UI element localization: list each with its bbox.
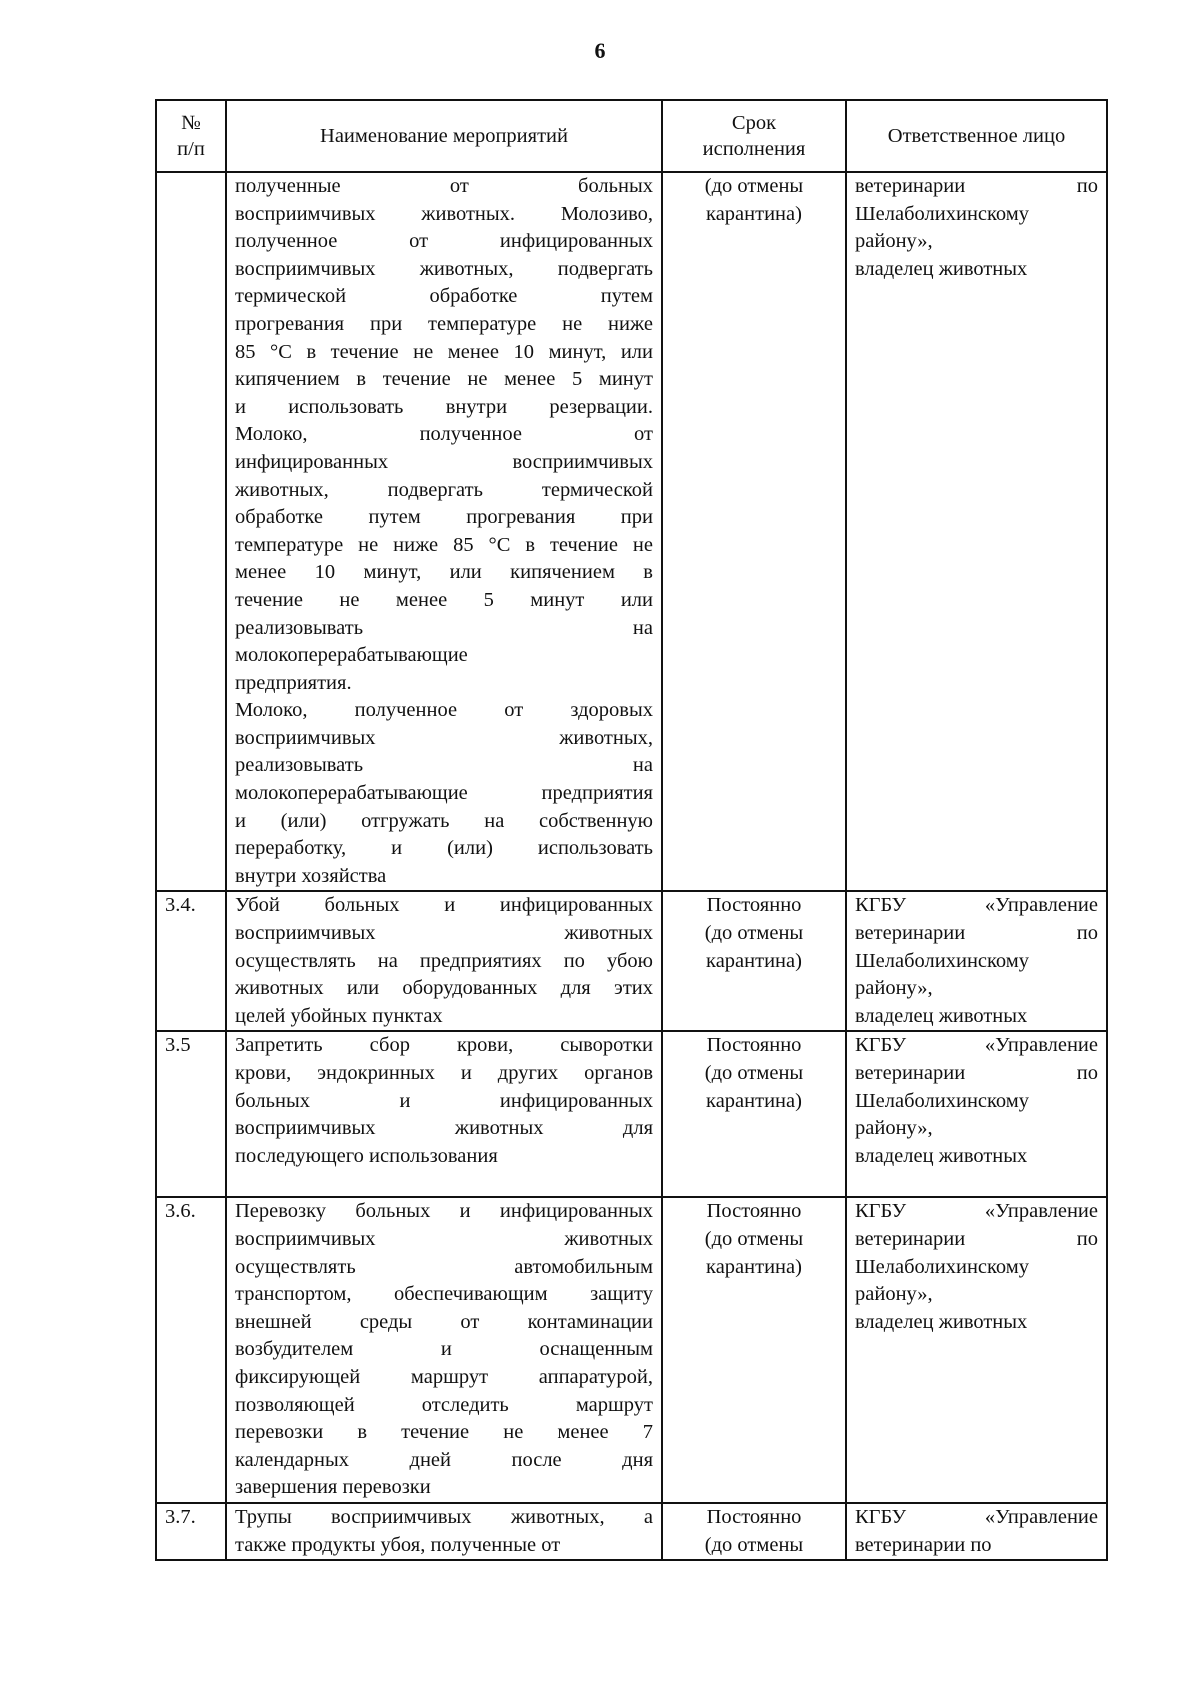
deadline-text-line: карантина) bbox=[706, 949, 802, 972]
cell-responsible bbox=[846, 172, 1107, 891]
measure-text-line: восприимчивых животных, bbox=[235, 726, 653, 749]
cell-responsible bbox=[846, 891, 1107, 1031]
measure-text-line: и использовать внутри резервации. bbox=[235, 395, 653, 418]
responsible-text-line: району», bbox=[855, 977, 933, 1000]
measure-text-line: прогревания при температуре не ниже bbox=[235, 312, 653, 335]
table-row bbox=[156, 1197, 1107, 1503]
cell-measure-name bbox=[226, 1503, 662, 1560]
measure-text-line: внутри хозяйства bbox=[235, 864, 387, 887]
deadline-text-line: (до отмены bbox=[704, 922, 804, 945]
cell-responsible bbox=[846, 1197, 1107, 1503]
cell-deadline bbox=[662, 172, 846, 891]
measure-text-line: реализовывать на bbox=[235, 616, 653, 639]
cell-responsible bbox=[846, 1031, 1107, 1197]
page-number: 6 bbox=[594, 38, 606, 63]
responsible-text-line: Шелаболихинскому bbox=[855, 949, 1030, 972]
header-deadline-label: Срок исполнения bbox=[702, 112, 806, 160]
measure-text-line: больных и инфицированных bbox=[235, 1089, 653, 1112]
deadline-text-line: Постоянно bbox=[706, 1034, 802, 1057]
measure-text-line: обработке путем прогревания при bbox=[235, 506, 653, 529]
cell-measure-name bbox=[226, 891, 662, 1031]
measure-text-line: инфицированных восприимчивых bbox=[235, 450, 653, 473]
responsible-text-line: району», bbox=[855, 230, 933, 253]
measure-text-line: молокоперерабатывающие предприятия bbox=[235, 782, 653, 805]
measure-text-line: переработку, и (или) использовать bbox=[235, 837, 653, 860]
measure-text-line: восприимчивых животных bbox=[235, 1228, 653, 1250]
cell-number: 3.7. bbox=[156, 1503, 226, 1560]
responsible-text-line: владелец животных bbox=[855, 257, 1028, 280]
measure-text-line: целей убойных пунктах bbox=[235, 1004, 443, 1027]
header-responsible bbox=[846, 100, 1107, 172]
responsible-text-line: ветеринарии по bbox=[855, 1533, 992, 1556]
measure-text-line: завершения перевозки bbox=[235, 1476, 431, 1499]
measure-text-line: Убой больных и инфицированных bbox=[235, 894, 653, 917]
deadline-text-line: (до отмены bbox=[704, 1228, 804, 1250]
measure-text-line: 85 °С в течение не менее 10 минут, или bbox=[235, 340, 653, 363]
responsible-text-line: Шелаболихинскому bbox=[855, 202, 1030, 225]
responsible-text-line: КГБУ «Управление bbox=[855, 894, 1098, 917]
measure-text-line: перевозки в течение не менее 7 bbox=[235, 1421, 653, 1444]
header-measure-name bbox=[226, 100, 662, 172]
deadline-text-line: (до отмены bbox=[704, 175, 804, 197]
measure-text-line: термической обработке путем bbox=[235, 285, 653, 308]
measure-text-line: животных или оборудованных для этих bbox=[235, 977, 653, 1000]
cell-number bbox=[156, 172, 226, 891]
header-measure-name-label: Наименование мероприятий bbox=[320, 125, 568, 147]
measure-text-line: календарных дней после дня bbox=[235, 1448, 653, 1471]
measure-text-line: температуре не ниже 85 °С в течение не bbox=[235, 533, 653, 556]
deadline-text-line: (до отмены bbox=[704, 1533, 804, 1556]
measure-text-line: восприимчивых животных для bbox=[235, 1117, 653, 1140]
measure-text-line: менее 10 минут, или кипячением в bbox=[235, 561, 653, 584]
responsible-text-line: району», bbox=[855, 1117, 933, 1140]
cell-deadline bbox=[662, 1031, 846, 1197]
measure-text-line: реализовывать на bbox=[235, 754, 653, 777]
deadline-text-line: Постоянно bbox=[706, 1505, 802, 1528]
responsible-text-line: Шелаболихинскому bbox=[855, 1255, 1030, 1278]
header-number bbox=[156, 100, 226, 172]
table-row bbox=[156, 1031, 1107, 1197]
measure-text-line: Перевозку больных и инфицированных bbox=[235, 1200, 653, 1223]
header-deadline bbox=[662, 100, 846, 172]
measure-text-line: фиксирующей маршрут аппаратурой, bbox=[235, 1365, 653, 1388]
measure-text-line: восприимчивых животных, подвергать bbox=[235, 257, 653, 280]
measure-text-line: осуществлять автомобильным bbox=[235, 1255, 653, 1278]
responsible-text-line: ветеринарии по bbox=[855, 175, 1098, 197]
measure-text-line: восприимчивых животных bbox=[235, 922, 653, 945]
measure-text-line: молокоперерабатывающие bbox=[235, 644, 468, 667]
measure-text-line: позволяющей отследить маршрут bbox=[235, 1393, 653, 1416]
deadline-text-line: карантина) bbox=[706, 1089, 802, 1112]
cell-number: 3.6. bbox=[156, 1197, 226, 1503]
cell-number: 3.4. bbox=[156, 891, 226, 1031]
cell-measure-name bbox=[226, 172, 662, 891]
measure-text-line: внешней среды от контаминации bbox=[235, 1310, 653, 1333]
responsible-text-line: КГБУ «Управление bbox=[855, 1034, 1098, 1057]
measure-text-line: крови, эндокринных и других органов bbox=[235, 1062, 653, 1084]
cell-deadline bbox=[662, 891, 846, 1031]
measure-text-line: кипячением в течение не менее 5 минут bbox=[235, 368, 653, 391]
measure-text-line: и (или) отгружать на собственную bbox=[235, 809, 653, 832]
measure-text-line: предприятия. bbox=[235, 671, 352, 694]
deadline-text-line: Постоянно bbox=[706, 894, 802, 917]
cell-measure-name bbox=[226, 1197, 662, 1503]
responsible-text-line: Шелаболихинскому bbox=[855, 1089, 1030, 1112]
measure-text-line: животных, подвергать термической bbox=[235, 478, 653, 501]
header-responsible-label: Ответственное лицо bbox=[887, 125, 1066, 147]
cell-number: 3.5 bbox=[156, 1031, 226, 1197]
measure-text-line: полученные от больных bbox=[235, 175, 653, 197]
deadline-text-line: карантина) bbox=[706, 1255, 802, 1278]
cell-measure-name bbox=[226, 1031, 662, 1197]
cell-deadline bbox=[662, 1503, 846, 1560]
table-row bbox=[156, 172, 1107, 891]
measure-text-line: также продукты убоя, полученные от bbox=[235, 1533, 561, 1556]
measure-text-line: транспортом, обеспечивающим защиту bbox=[235, 1283, 653, 1306]
responsible-text-line: владелец животных bbox=[855, 1144, 1028, 1167]
responsible-text-line: КГБУ «Управление bbox=[855, 1505, 1098, 1528]
responsible-text-line: ветеринарии по bbox=[855, 1228, 1098, 1250]
cell-responsible bbox=[846, 1503, 1107, 1560]
responsible-text-line: ветеринарии по bbox=[855, 1062, 1098, 1084]
measure-text-line: последующего использования bbox=[235, 1144, 498, 1167]
responsible-text-line: ветеринарии по bbox=[855, 922, 1098, 945]
measure-text-line: Трупы восприимчивых животных, а bbox=[235, 1505, 653, 1528]
header-number-label: № п/п bbox=[177, 112, 205, 160]
measure-text-line: полученное от инфицированных bbox=[235, 230, 653, 253]
measure-text-line: восприимчивых животных. Молозиво, bbox=[235, 202, 653, 225]
responsible-text-line: владелец животных bbox=[855, 1004, 1028, 1027]
measure-text-line: Молоко, полученное от bbox=[235, 423, 653, 446]
deadline-text-line: (до отмены bbox=[704, 1062, 804, 1084]
measure-text-line: Молоко, полученное от здоровых bbox=[235, 699, 653, 722]
table-row bbox=[156, 891, 1107, 1031]
deadline-text-line: Постоянно bbox=[706, 1200, 802, 1223]
responsible-text-line: владелец животных bbox=[855, 1310, 1028, 1333]
measure-text-line: осуществлять на предприятиях по убою bbox=[235, 949, 653, 972]
responsible-text-line: КГБУ «Управление bbox=[855, 1200, 1098, 1223]
measure-text-line: течение не менее 5 минут или bbox=[235, 588, 653, 611]
measure-text-line: Запретить сбор крови, сыворотки bbox=[235, 1034, 653, 1057]
table-row bbox=[156, 1503, 1107, 1560]
measures-table bbox=[155, 99, 1108, 1561]
responsible-text-line: району», bbox=[855, 1283, 933, 1306]
cell-deadline bbox=[662, 1197, 846, 1503]
deadline-text-line: карантина) bbox=[706, 202, 802, 225]
measure-text-line: возбудителем и оснащенным bbox=[235, 1338, 653, 1361]
table-header-row bbox=[156, 100, 1107, 172]
